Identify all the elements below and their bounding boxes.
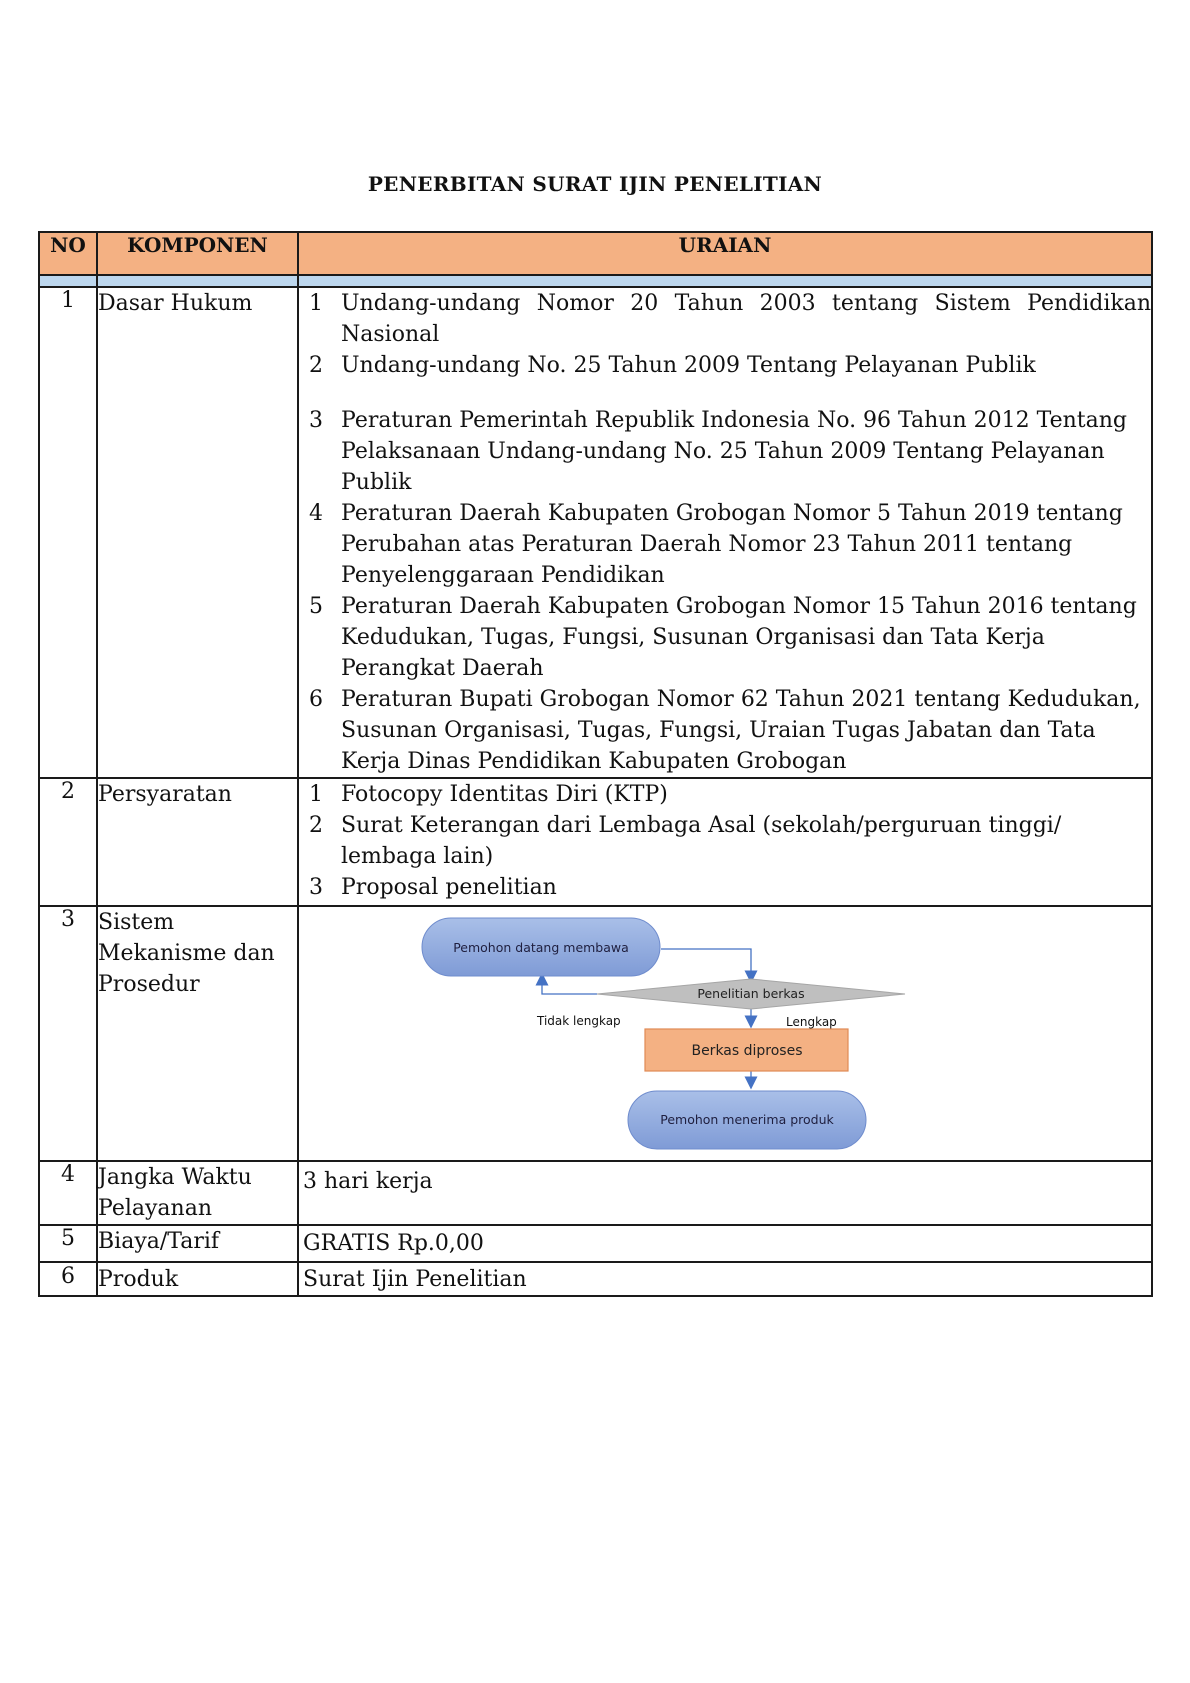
row-value: GRATIS Rp.0,00 (303, 1231, 484, 1256)
row-komponen: Jangka Waktu Pelayanan (97, 1161, 298, 1225)
list-item: 5 Peraturan Daerah Kabupaten Grobogan Nomor 15 Tahun 2016 tentang Kedudukan, Tugas, Fungsi, Susunan Organisasi dan Tata Kerja Perangkat Daerah (309, 594, 1137, 681)
row-komponen: Persyaratan (97, 778, 298, 906)
flow-check-label: Penelitian berkas (697, 986, 805, 1001)
header-separator (39, 275, 1152, 287)
row-value: 3 hari kerja (303, 1169, 433, 1194)
flow-start-label: Pemohon datang membawa (453, 940, 629, 955)
header-uraian: URAIAN (298, 232, 1152, 275)
list-item: 6 Peraturan Bupati Grobogan Nomor 62 Tahun 2021 tentang Kedudukan, Susunan Organisasi, Tugas, Fungsi, Uraian Tugas Jabatan dan Tata Kerja Dinas Pendidikan Kabupaten Grobogan (309, 687, 1141, 774)
list-item: 2 Undang-undang No. 25 Tahun 2009 Tentang Pelayanan Publik (309, 353, 1036, 378)
table-row (39, 1225, 1152, 1262)
table-row (39, 1161, 1152, 1225)
row-number: 6 (39, 1262, 97, 1296)
table-row (39, 778, 1152, 906)
header-no: NO (39, 232, 97, 275)
row-uraian (298, 287, 1152, 778)
row-uraian (298, 1161, 1152, 1225)
list-item: 2 Surat Keterangan dari Lembaga Asal (sekolah/perguruan tinggi/ lembaga lain) (309, 813, 1062, 869)
table-header-row (39, 232, 1152, 275)
row-uraian (298, 1225, 1152, 1262)
flow-no-label: Tidak lengkap (537, 1014, 621, 1028)
flow-end-label: Pemohon menerima produk (660, 1112, 834, 1127)
row-number: 1 (39, 287, 97, 778)
page-title: PENERBITAN SURAT IJIN PENELITIAN (367, 172, 823, 196)
header-komponen: KOMPONEN (97, 232, 298, 275)
list-item: 3 Peraturan Pemerintah Republik Indonesia No. 96 Tahun 2012 Tentang Pelaksanaan Undang-undang No. 25 Tahun 2009 Tentang Pelayanan Publik (309, 408, 1127, 495)
row-komponen: Produk (97, 1262, 298, 1296)
row-komponen: Biaya/Tarif (97, 1225, 298, 1262)
table-row (39, 1262, 1152, 1296)
list-item: 4 Peraturan Daerah Kabupaten Grobogan Nomor 5 Tahun 2019 tentang Perubahan atas Peraturan Daerah Nomor 23 Tahun 2011 tentang Penyelenggaraan Pendidikan (309, 501, 1123, 588)
flow-process-label: Berkas diproses (691, 1043, 803, 1059)
list-item: 1 Fotocopy Identitas Diri (KTP) (309, 782, 668, 807)
row-uraian (298, 906, 1152, 1161)
row-number: 4 (39, 1161, 97, 1225)
list-item: 1 Undang-undang Nomor 20 Tahun 2003 tentang Sistem Pendidikan Nasional (309, 291, 1151, 347)
service-table (38, 231, 1153, 1297)
row-number: 3 (39, 906, 97, 1161)
row-uraian (298, 1262, 1152, 1296)
table-row (39, 906, 1152, 1161)
row-number: 2 (39, 778, 97, 906)
row-komponen: Sistem Mekanisme dan Prosedur (97, 906, 298, 1161)
row-uraian (298, 778, 1152, 906)
row-value: Surat Ijin Penelitian (303, 1267, 527, 1292)
list-item: 3 Proposal penelitian (309, 875, 557, 900)
flow-arrow-incomplete-return (542, 979, 597, 994)
table-row (39, 287, 1152, 778)
flow-arrow-start-to-check (661, 949, 751, 977)
row-komponen: Dasar Hukum (97, 287, 298, 778)
row-number: 5 (39, 1225, 97, 1262)
procedure-flowchart (299, 907, 1153, 1159)
flow-yes-label: Lengkap (786, 1015, 837, 1029)
